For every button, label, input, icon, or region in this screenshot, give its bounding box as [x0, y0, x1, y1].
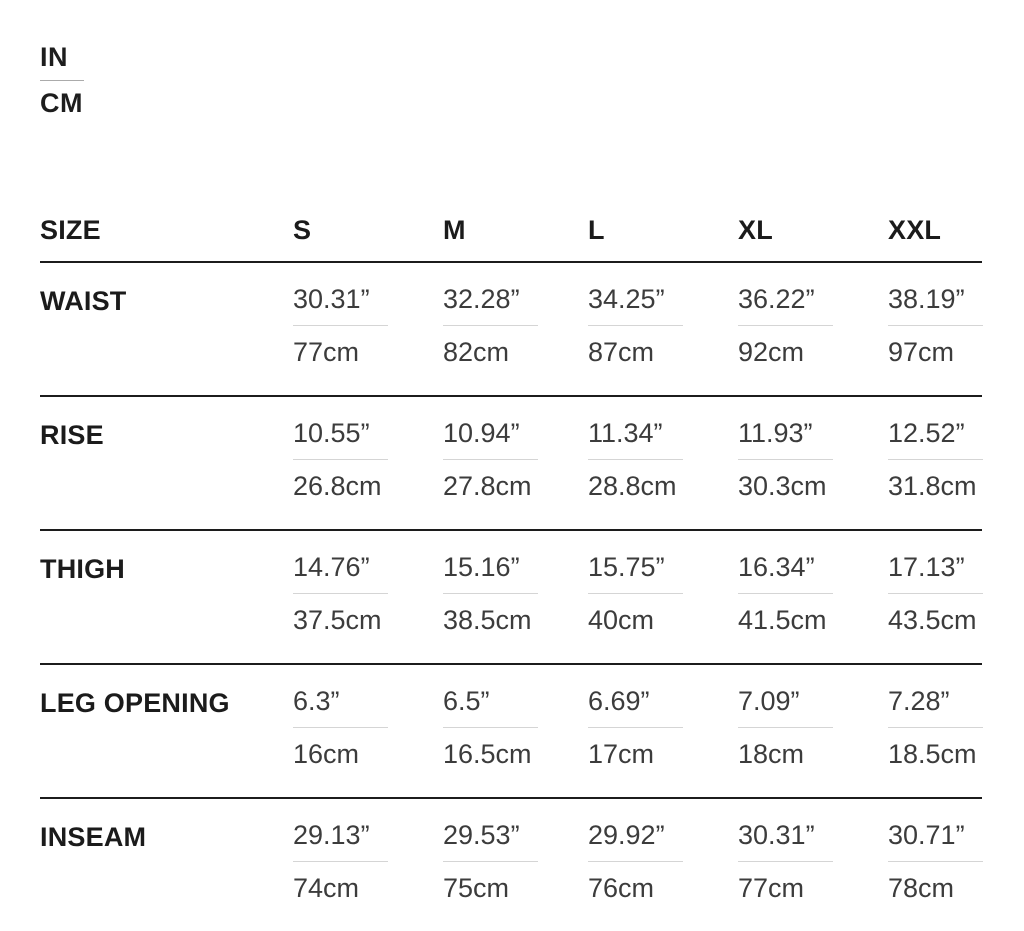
- value-in: 30.31”: [738, 820, 815, 850]
- cell-divider: [293, 727, 388, 728]
- header-size-label: SIZE: [40, 215, 101, 245]
- cell-divider: [443, 459, 538, 460]
- header-col-s: S: [293, 215, 312, 245]
- cell-divider: [738, 727, 833, 728]
- cell-divider: [738, 861, 833, 862]
- value-cm: 82cm: [443, 337, 510, 367]
- value-in: 12.52”: [888, 418, 965, 448]
- value-cm: 40cm: [588, 605, 655, 635]
- cell-divider: [888, 727, 983, 728]
- cell-divider: [888, 459, 983, 460]
- row-label-rise: RISE: [40, 420, 104, 450]
- cell-divider: [588, 727, 683, 728]
- value-in: 16.34”: [738, 552, 815, 582]
- table-row-waist: [40, 263, 982, 397]
- table-row-rise: [40, 397, 982, 531]
- cell-divider: [738, 459, 833, 460]
- cell-divider: [293, 861, 388, 862]
- value-cm: 28.8cm: [588, 471, 677, 501]
- value-in: 6.69”: [588, 686, 650, 716]
- header-col-xxl: XXL: [888, 215, 942, 245]
- cell-rise-xxl: [888, 418, 983, 502]
- cell-divider: [443, 861, 538, 862]
- value-in: 38.19”: [888, 284, 965, 314]
- cell-divider: [888, 325, 983, 326]
- value-cm: 27.8cm: [443, 471, 532, 501]
- value-in: 29.13”: [293, 820, 370, 850]
- value-cm: 87cm: [588, 337, 655, 367]
- cell-divider: [738, 325, 833, 326]
- cell-divider: [888, 593, 983, 594]
- cell-rise-xl: [738, 418, 888, 502]
- value-in: 6.5”: [443, 686, 490, 716]
- value-in: 14.76”: [293, 552, 370, 582]
- cell-divider: [588, 459, 683, 460]
- row-label-leg-opening: LEG OPENING: [40, 688, 230, 718]
- value-cm: 75cm: [443, 873, 510, 903]
- value-in: 11.93”: [738, 418, 813, 448]
- cell-leg-opening-l: [588, 686, 738, 770]
- value-cm: 77cm: [738, 873, 805, 903]
- row-label-waist: WAIST: [40, 286, 127, 316]
- cell-leg-opening-xl: [738, 686, 888, 770]
- value-cm: 78cm: [888, 873, 955, 903]
- header-col-m: M: [443, 215, 466, 245]
- cell-leg-opening-m: [443, 686, 588, 770]
- cell-thigh-xxl: [888, 552, 983, 636]
- value-in: 10.94”: [443, 418, 520, 448]
- cell-thigh-m: [443, 552, 588, 636]
- value-in: 15.16”: [443, 552, 520, 582]
- header-col-l: L: [588, 215, 605, 245]
- cell-divider: [443, 325, 538, 326]
- cell-divider: [443, 727, 538, 728]
- cell-rise-l: [588, 418, 738, 502]
- header-col-xl: XL: [738, 215, 773, 245]
- value-cm: 37.5cm: [293, 605, 382, 635]
- cell-thigh-s: [293, 552, 443, 636]
- cell-waist-l: [588, 284, 738, 368]
- row-label-thigh: THIGH: [40, 554, 125, 584]
- cell-divider: [588, 593, 683, 594]
- size-chart-header-row: [40, 215, 982, 263]
- cell-waist-xxl: [888, 284, 983, 368]
- cell-rise-s: [293, 418, 443, 502]
- value-cm: 41.5cm: [738, 605, 827, 635]
- unit-toggle-cm[interactable]: CM: [40, 88, 83, 118]
- value-cm: 77cm: [293, 337, 360, 367]
- value-in: 7.28”: [888, 686, 950, 716]
- cell-divider: [588, 861, 683, 862]
- cell-divider: [443, 593, 538, 594]
- cell-waist-m: [443, 284, 588, 368]
- cell-waist-xl: [738, 284, 888, 368]
- unit-toggle: [40, 42, 84, 133]
- value-cm: 43.5cm: [888, 605, 977, 635]
- value-cm: 16cm: [293, 739, 360, 769]
- cell-leg-opening-xxl: [888, 686, 983, 770]
- value-cm: 76cm: [588, 873, 655, 903]
- value-in: 32.28”: [443, 284, 520, 314]
- cell-divider: [293, 325, 388, 326]
- cell-divider: [588, 325, 683, 326]
- cell-inseam-s: [293, 820, 443, 904]
- cell-leg-opening-s: [293, 686, 443, 770]
- value-in: 6.3”: [293, 686, 340, 716]
- value-cm: 31.8cm: [888, 471, 977, 501]
- unit-toggle-in[interactable]: IN: [40, 42, 84, 81]
- table-row-leg-opening: [40, 665, 982, 799]
- value-in: 29.92”: [588, 820, 665, 850]
- value-in: 11.34”: [588, 418, 663, 448]
- value-cm: 16.5cm: [443, 739, 532, 769]
- value-in: 7.09”: [738, 686, 800, 716]
- value-in: 34.25”: [588, 284, 665, 314]
- cell-divider: [293, 593, 388, 594]
- row-label-inseam: INSEAM: [40, 822, 147, 852]
- value-cm: 92cm: [738, 337, 805, 367]
- value-in: 15.75”: [588, 552, 665, 582]
- value-in: 30.71”: [888, 820, 965, 850]
- value-cm: 26.8cm: [293, 471, 382, 501]
- value-cm: 17cm: [588, 739, 655, 769]
- size-chart-table: [40, 215, 982, 931]
- cell-divider: [738, 593, 833, 594]
- cell-thigh-xl: [738, 552, 888, 636]
- table-row-inseam: [40, 799, 982, 931]
- table-row-thigh: [40, 531, 982, 665]
- value-cm: 18cm: [738, 739, 805, 769]
- cell-divider: [293, 459, 388, 460]
- value-in: 36.22”: [738, 284, 815, 314]
- cell-thigh-l: [588, 552, 738, 636]
- value-cm: 97cm: [888, 337, 955, 367]
- cell-inseam-xxl: [888, 820, 983, 904]
- value-cm: 38.5cm: [443, 605, 532, 635]
- value-cm: 18.5cm: [888, 739, 977, 769]
- cell-divider: [888, 861, 983, 862]
- cell-rise-m: [443, 418, 588, 502]
- cell-waist-s: [293, 284, 443, 368]
- value-in: 17.13”: [888, 552, 965, 582]
- value-cm: 74cm: [293, 873, 360, 903]
- value-in: 29.53”: [443, 820, 520, 850]
- cell-inseam-l: [588, 820, 738, 904]
- cell-inseam-xl: [738, 820, 888, 904]
- value-in: 10.55”: [293, 418, 370, 448]
- value-in: 30.31”: [293, 284, 370, 314]
- value-cm: 30.3cm: [738, 471, 827, 501]
- cell-inseam-m: [443, 820, 588, 904]
